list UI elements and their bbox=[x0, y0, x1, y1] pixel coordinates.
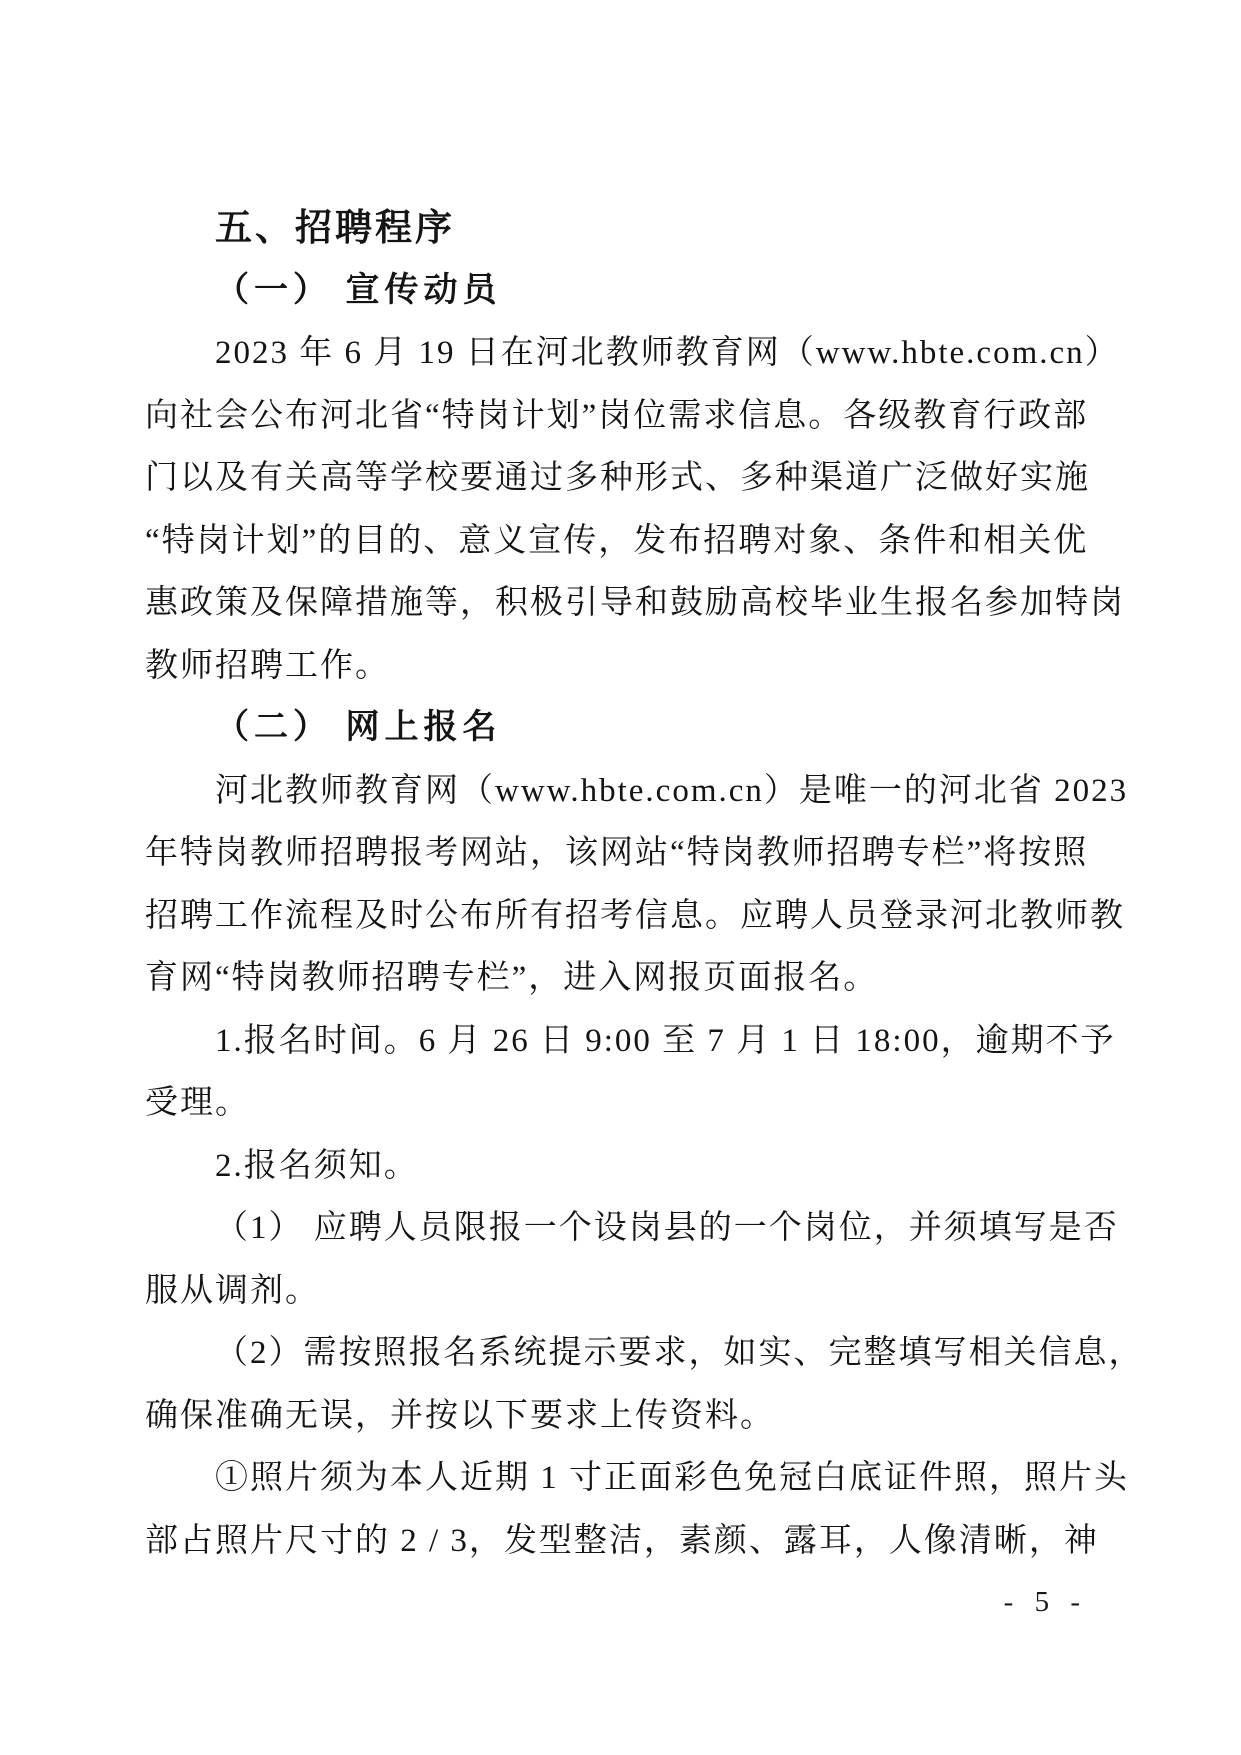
text-line: ①照片须为本人近期 1 寸正面彩色免冠白底证件照，照片头 bbox=[215, 1460, 1129, 1496]
text-line: 育网“特岗教师招聘专栏”，进入网报页面报名。 bbox=[145, 960, 879, 996]
text-line: 招聘工作流程及时公布所有招考信息。应聘人员登录河北教师教 bbox=[145, 897, 1125, 934]
text-line: 2023 年 6 月 19 日在河北教师教育网（www.hbte.com.cn） bbox=[215, 335, 1120, 371]
text-line: （2）需按照报名系统提示要求，如实、完整填写相关信息， bbox=[215, 1335, 1144, 1371]
text-line: （1） 应聘人员限报一个设岗县的一个岗位，并须填写是否 bbox=[215, 1210, 1119, 1246]
subsection-heading-online-registration: （二） 网上报名 bbox=[215, 709, 502, 746]
text-line: 向社会公布河北省“特岗计划”岗位需求信息。各级教育行政部 bbox=[145, 397, 1089, 434]
text-line: 受理。 bbox=[145, 1085, 250, 1121]
text-line: 确保准确无误，并按以下要求上传资料。 bbox=[145, 1397, 775, 1434]
text-line: 教师招聘工作。 bbox=[145, 647, 390, 684]
section-heading-recruitment-procedure: 五、招聘程序 bbox=[215, 207, 455, 248]
document-content bbox=[145, 197, 1144, 1572]
text-line: 惠政策及保障措施等，积极引导和鼓励高校毕业生报名参加特岗 bbox=[145, 585, 1125, 621]
subsection-heading-publicity: （一） 宣传动员 bbox=[215, 271, 502, 309]
text-line: “特岗计划”的目的、意义宣传，发布招聘对象、条件和相关优 bbox=[145, 522, 1089, 559]
text-line: 部占照片尺寸的 2 / 3，发型整洁，素颜、露耳，人像清晰，神 bbox=[145, 1522, 1099, 1559]
text-line: 河北教师教育网（www.hbte.com.cn）是唯一的河北省 2023 bbox=[215, 772, 1129, 809]
page-number: - 5 - bbox=[1003, 1586, 1083, 1618]
text-line: 门以及有关高等学校要通过多种形式、多种渠道广泛做好实施 bbox=[145, 460, 1090, 496]
text-line: 2.报名须知。 bbox=[215, 1147, 419, 1184]
text-line: 1.报名时间。6 月 26 日 9:00 至 7 月 1 日 18:00，逾期不予 bbox=[215, 1022, 1116, 1059]
text-line: 服从调剂。 bbox=[145, 1272, 320, 1309]
text-line: 年特岗教师招聘报考网站，该网站“特岗教师招聘专栏”将按照 bbox=[145, 835, 1089, 871]
